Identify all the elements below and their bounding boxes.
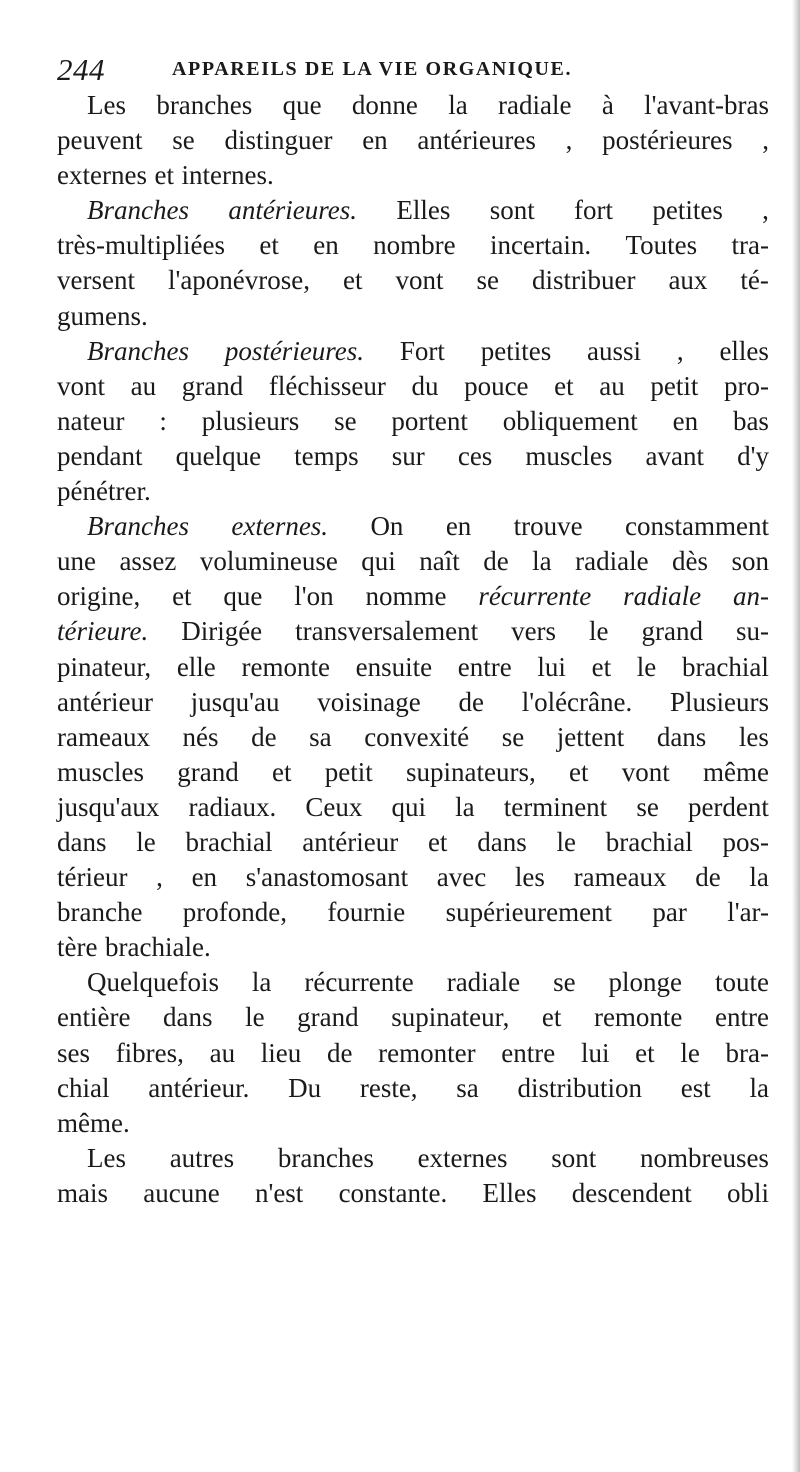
word: avec <box>436 862 487 893</box>
text-line <box>57 158 769 193</box>
word: aux <box>668 265 708 296</box>
word: en <box>191 862 218 893</box>
word: petit <box>650 370 699 401</box>
word: dans <box>57 826 107 857</box>
text-line <box>57 1000 769 1035</box>
word: térieur <box>57 862 128 893</box>
word: et <box>271 756 292 787</box>
text-line <box>57 930 769 965</box>
word: pinateur, <box>57 651 152 682</box>
word: donne <box>351 90 418 120</box>
word: l'avant-bras <box>644 90 769 120</box>
word: antérieures <box>417 125 536 156</box>
text-line <box>57 579 769 614</box>
word: tra- <box>731 230 769 261</box>
word: à <box>601 90 614 120</box>
word: tère <box>57 932 98 963</box>
word: son <box>731 546 769 577</box>
word: Toutes <box>625 230 698 261</box>
text-line <box>57 720 769 755</box>
word: radiaux. <box>188 791 277 822</box>
word: fort <box>574 195 614 226</box>
word: Quelquefois <box>87 967 219 998</box>
word: lui <box>580 1037 610 1068</box>
word: vont <box>395 265 444 296</box>
word: obli <box>726 1177 769 1208</box>
word: grand <box>177 756 239 787</box>
word: té- <box>740 265 769 296</box>
word: au <box>130 370 157 401</box>
word: est <box>680 1072 711 1103</box>
text-line <box>57 790 769 825</box>
word: voisinage <box>317 686 421 717</box>
word: su- <box>736 616 769 647</box>
word: au <box>599 370 625 401</box>
word: constamment <box>625 511 769 542</box>
word: radiale <box>446 967 521 998</box>
word: Du <box>288 1072 322 1103</box>
word: transversalement <box>295 616 479 647</box>
text-line <box>57 193 769 228</box>
word: Les <box>87 1142 126 1173</box>
word: fibres, <box>115 1037 184 1068</box>
word: et <box>635 1037 655 1068</box>
word: Elles <box>482 1177 537 1208</box>
word: Fort <box>399 335 445 366</box>
word: plonge <box>608 967 683 998</box>
word: très-multipliées <box>57 230 225 261</box>
word: se <box>476 265 499 296</box>
word: se <box>553 967 576 998</box>
word: radiale <box>623 581 702 612</box>
word: avant <box>645 440 704 471</box>
word: remonte <box>593 1002 683 1033</box>
word: antérieur <box>57 686 153 717</box>
word: nateur <box>57 405 125 436</box>
word: entière <box>57 1002 131 1033</box>
word: brachial <box>185 826 273 857</box>
text-line <box>57 895 769 930</box>
word: sur <box>391 440 425 471</box>
word: s'anastomosant <box>245 862 409 893</box>
word: la <box>532 546 552 577</box>
word: dans <box>163 1002 213 1033</box>
word: nés <box>182 721 219 752</box>
word: lieu <box>260 1037 302 1068</box>
word: distribution <box>517 1072 643 1103</box>
word: branches <box>156 90 253 120</box>
word: que <box>223 581 263 612</box>
word: n'est <box>254 1177 304 1208</box>
word: une <box>57 546 96 577</box>
text-line <box>57 1036 769 1071</box>
word: le <box>245 1002 265 1033</box>
word: nomme <box>365 581 447 612</box>
word: elle <box>176 651 216 682</box>
text-line <box>57 123 769 158</box>
word: jusqu'au <box>190 686 280 717</box>
word: fournie <box>327 897 406 928</box>
word: externes <box>417 1142 508 1173</box>
word: qui <box>361 546 396 577</box>
word: Plusieurs <box>669 686 769 717</box>
word: rameaux <box>57 721 150 752</box>
word: l'olécrâne. <box>521 686 633 717</box>
text-line <box>57 1141 769 1176</box>
word: vont <box>621 756 670 787</box>
word: toute <box>714 967 769 998</box>
word: grand <box>297 1002 359 1033</box>
word: pénétrer. <box>57 476 151 507</box>
word: bas <box>732 405 769 436</box>
word: qui <box>391 791 426 822</box>
word: branches <box>277 1142 374 1173</box>
word: rameaux <box>573 862 667 893</box>
word: fléchisseur <box>268 370 386 401</box>
word: radiale <box>575 546 649 577</box>
text-line <box>57 228 769 263</box>
text-line <box>57 755 769 790</box>
word: : <box>159 405 167 436</box>
word: externes. <box>231 511 329 542</box>
word: obliquement <box>502 405 638 436</box>
text-line <box>57 474 769 509</box>
word: quelque <box>175 440 262 471</box>
text-line <box>57 404 769 439</box>
text-line <box>57 88 769 123</box>
word: assez <box>119 546 177 577</box>
word: externes <box>57 160 147 191</box>
word: jusqu'aux <box>57 791 160 822</box>
word: grand <box>641 616 704 647</box>
word: trouve <box>513 511 583 542</box>
word: aucune <box>143 1177 220 1208</box>
word: , <box>762 195 769 226</box>
word: an- <box>732 581 769 612</box>
word: terminent <box>503 791 608 822</box>
word: supinateur, <box>391 1002 510 1033</box>
word: aussi <box>587 335 642 366</box>
word: jettent <box>556 721 625 752</box>
running-head: APPAREILS DE LA VIE ORGANIQUE. <box>172 58 573 80</box>
word: se <box>172 125 195 156</box>
page-number: 244 <box>57 52 105 87</box>
word: lui <box>537 651 566 682</box>
word: vers <box>511 616 557 647</box>
word: , <box>762 125 769 156</box>
word: se <box>501 721 525 752</box>
word: perdent <box>687 791 769 822</box>
word: de <box>695 862 721 893</box>
word: et <box>343 265 363 296</box>
word: versent <box>57 265 135 296</box>
word: le <box>136 826 156 857</box>
word: , <box>156 862 163 893</box>
text-line <box>57 650 769 685</box>
word: descendent <box>571 1177 692 1208</box>
word: ces <box>457 440 493 471</box>
text-line <box>57 1176 769 1211</box>
word: nombreuses <box>639 1142 769 1173</box>
word: les <box>514 862 545 893</box>
word: chial <box>57 1072 110 1103</box>
text-line <box>57 509 769 544</box>
word: de <box>458 686 484 717</box>
word: pro- <box>724 370 769 401</box>
word: vont <box>57 370 106 401</box>
word: se <box>334 405 357 436</box>
word: dans <box>477 826 527 857</box>
word: en <box>445 511 472 542</box>
word: et <box>427 826 448 857</box>
word: l'ar- <box>727 897 769 928</box>
word: sa <box>456 1072 479 1103</box>
text-line <box>57 685 769 720</box>
text-line <box>57 614 769 649</box>
word: se <box>636 791 659 822</box>
word: Les <box>87 90 126 120</box>
word: de <box>483 546 509 577</box>
word: petit <box>324 756 373 787</box>
word: supinateurs, <box>405 756 536 787</box>
word: de <box>326 1037 353 1068</box>
word: en <box>672 405 699 436</box>
word: entre <box>714 1002 769 1033</box>
word: antérieur. <box>148 1072 250 1103</box>
word: le <box>589 616 609 647</box>
word: sont <box>551 1142 597 1173</box>
word: et <box>568 756 589 787</box>
text-line <box>57 544 769 579</box>
word: , <box>676 335 684 366</box>
word: bra- <box>725 1037 769 1068</box>
word: en <box>362 125 388 156</box>
word: constante. <box>338 1177 448 1208</box>
word: la <box>749 862 769 893</box>
word: et <box>259 230 279 261</box>
word: et <box>541 1002 562 1033</box>
word: et <box>172 581 192 612</box>
text-line <box>57 965 769 1000</box>
word: postérieures <box>602 125 733 156</box>
word: elles <box>719 335 769 366</box>
word: dans <box>656 721 707 752</box>
word: sa <box>309 721 332 752</box>
word: mais <box>57 1177 108 1208</box>
word: au <box>209 1037 236 1068</box>
word: remonter <box>378 1037 476 1068</box>
word: en <box>313 230 339 261</box>
word: récurrente <box>478 581 592 612</box>
word: grand <box>181 370 244 401</box>
text-line <box>57 439 769 474</box>
word: incertain. <box>489 230 592 261</box>
word: du <box>411 370 439 401</box>
text-line <box>57 334 769 369</box>
word: la <box>455 791 475 822</box>
word: volumineuse <box>199 546 338 577</box>
word: l'aponévrose, <box>167 265 311 296</box>
word: plusieurs <box>201 405 300 436</box>
word: remonte <box>241 651 330 682</box>
text-line <box>57 860 769 895</box>
word: Ceux <box>305 791 363 822</box>
word: Branches <box>87 511 189 542</box>
word: brachial <box>605 826 693 857</box>
word: Branches <box>87 195 189 226</box>
word: Branches <box>87 335 189 366</box>
word: autres <box>169 1142 235 1173</box>
word: supérieurement <box>445 897 613 928</box>
word: brachial <box>681 651 769 682</box>
word: convexité <box>364 721 470 752</box>
word: postérieures. <box>224 335 365 366</box>
word: antérieures. <box>228 195 358 226</box>
word: peuvent <box>57 125 143 156</box>
word: gumens. <box>57 300 148 331</box>
word: Dirigée <box>181 616 263 647</box>
word: ses <box>57 1037 90 1068</box>
word: nombre <box>373 230 456 261</box>
word: distinguer <box>224 125 333 156</box>
word: pos- <box>722 826 769 857</box>
word: sont <box>489 195 535 226</box>
text-line <box>57 1106 769 1141</box>
word: On <box>370 511 404 542</box>
word: Elles <box>396 195 451 226</box>
word: naît <box>419 546 460 577</box>
word: l'on <box>294 581 334 612</box>
text-line <box>57 299 769 334</box>
word: portent <box>391 405 468 436</box>
word: et <box>591 651 612 682</box>
word: de <box>251 721 277 752</box>
word: le <box>680 1037 700 1068</box>
word: les <box>738 721 769 752</box>
word: muscles <box>57 756 144 787</box>
word: d'y <box>737 440 769 471</box>
word: la <box>749 1072 769 1103</box>
text-line <box>57 369 769 404</box>
word: et <box>154 160 174 191</box>
word: pendant <box>57 440 143 471</box>
word: entre <box>501 1037 556 1068</box>
word: distribuer <box>531 265 636 296</box>
word: dès <box>672 546 709 577</box>
word: antérieur <box>302 826 399 857</box>
word: brachiale. <box>105 932 211 963</box>
word: térieure. <box>57 616 149 647</box>
word: internes. <box>181 160 274 191</box>
word: la <box>251 967 272 998</box>
word: la <box>448 90 468 120</box>
word: récurrente <box>304 967 414 998</box>
word: radiale <box>498 90 572 120</box>
word: que <box>282 90 322 120</box>
word: branche <box>57 897 143 928</box>
word: le <box>556 826 576 857</box>
word: reste, <box>359 1072 418 1103</box>
word: même <box>702 756 769 787</box>
word: pouce <box>464 370 529 401</box>
word: ensuite <box>355 651 433 682</box>
word: origine, <box>57 581 141 612</box>
word: muscles <box>525 440 613 471</box>
word: le <box>636 651 657 682</box>
word: , <box>565 125 573 156</box>
word: profonde, <box>182 897 287 928</box>
word: par <box>652 897 687 928</box>
text-line <box>57 263 769 298</box>
page-edge-shadow <box>792 0 800 1472</box>
word: petites <box>652 195 723 226</box>
word: temps <box>294 440 359 471</box>
word: entre <box>457 651 512 682</box>
word: et <box>554 370 574 401</box>
word: petites <box>480 335 552 366</box>
text-line <box>57 825 769 860</box>
text-line <box>57 1071 769 1106</box>
word: même. <box>57 1107 130 1138</box>
body-text <box>57 88 769 1211</box>
